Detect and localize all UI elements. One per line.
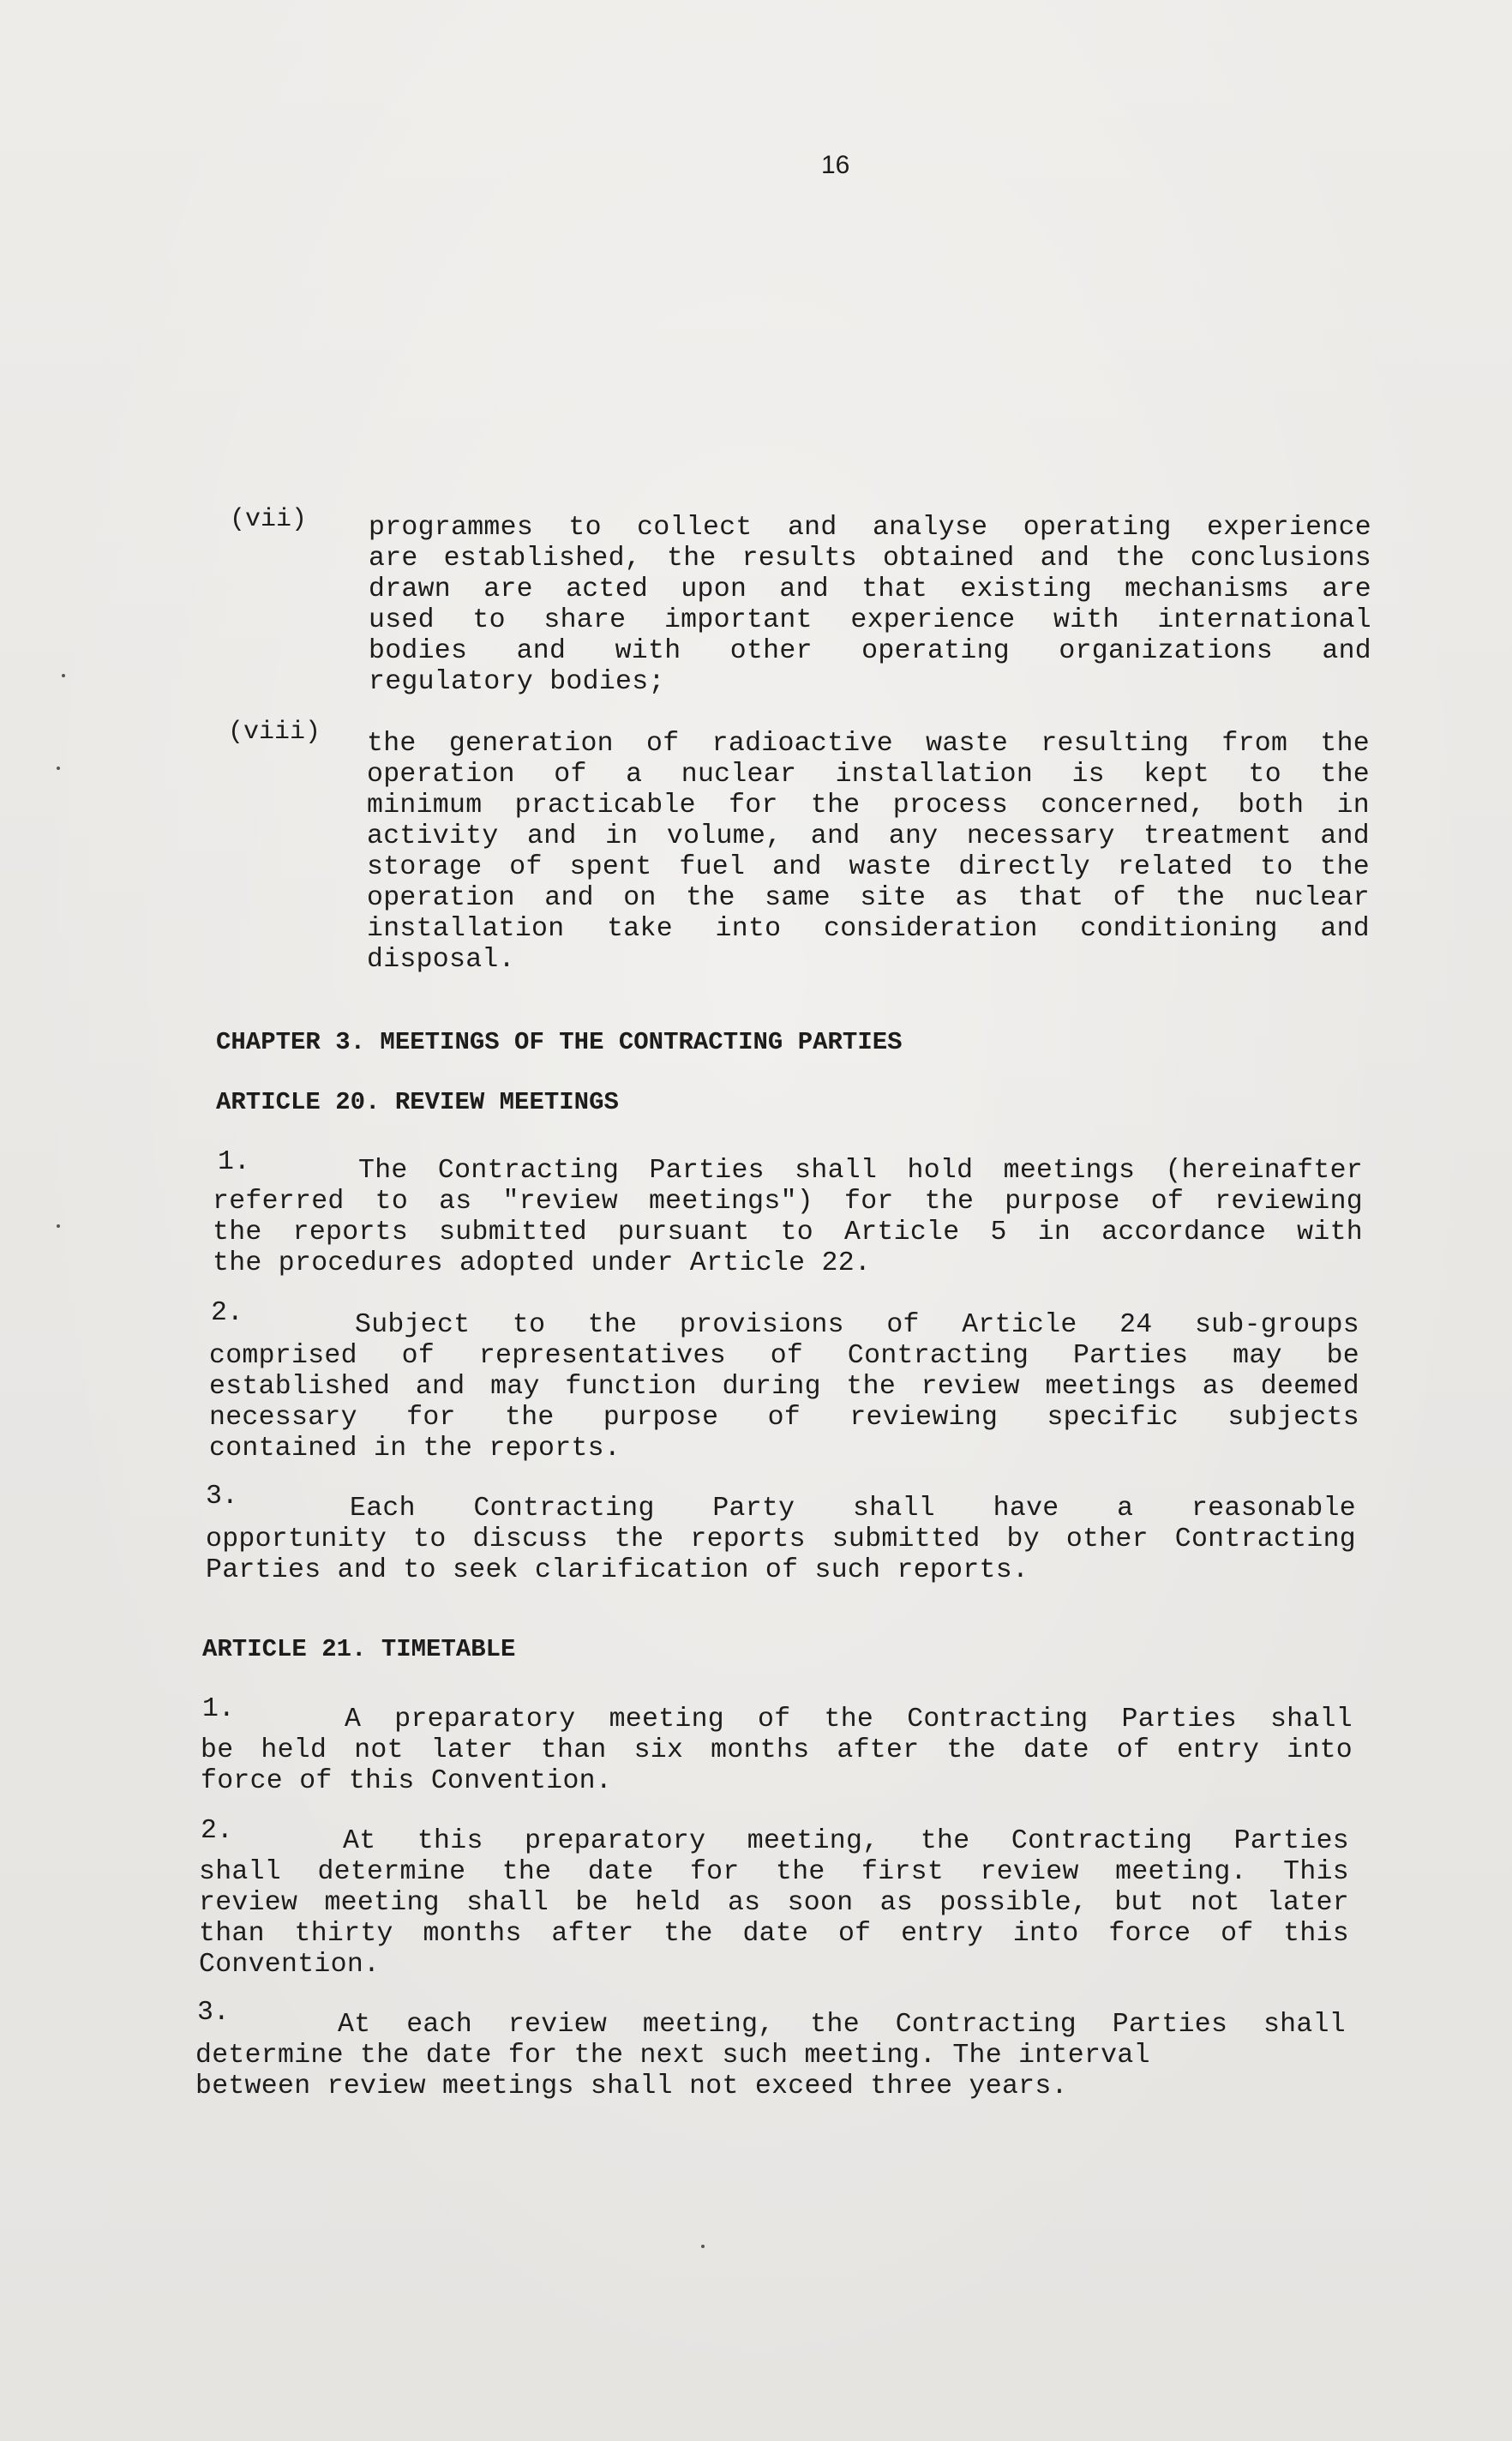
chapter-heading: CHAPTER 3. MEETINGS OF THE CONTRACTING PARTIES xyxy=(216,1028,903,1056)
item-viii-line-4: activity and in volume, and any necessary treatment and xyxy=(367,821,1370,851)
item-viii-line-5: storage of spent fuel and waste directly related to the xyxy=(367,852,1370,882)
article-20-para-2-line-4: necessary for the purpose of reviewing specific subjects xyxy=(209,1403,1359,1433)
article-21-para-3-line-1: At each review meeting, the Contracting Parties shall xyxy=(338,2010,1346,2040)
article-21-para-2-line-4: than thirty months after the date of entry into force of this xyxy=(199,1919,1349,1949)
article-21-para-3-number: 3. xyxy=(197,1998,230,2028)
article-21-para-1-number: 1. xyxy=(202,1694,235,1724)
article-21-para-2-number: 2. xyxy=(201,1816,233,1846)
scan-speck xyxy=(57,1224,60,1228)
page-number: 16 xyxy=(821,151,850,179)
article-20-heading: ARTICLE 20. REVIEW MEETINGS xyxy=(216,1088,619,1116)
item-viii-line-3: minimum practicable for the process concerned, both in xyxy=(367,791,1370,821)
item-vii-line-1: programmes to collect and analyse operating experience xyxy=(369,513,1371,543)
item-viii-line-2: operation of a nuclear installation is kept to the xyxy=(367,760,1370,790)
article-21-para-2-line-5: Convention. xyxy=(199,1950,381,1980)
article-20-para-1-line-2: referred to as "review meetings") for the purpose of reviewing xyxy=(213,1187,1363,1217)
item-viii-line-7: installation take into consideration conditioning and xyxy=(367,914,1370,944)
item-label-viii: (viii) xyxy=(228,718,321,747)
article-20-para-3-line-2: opportunity to discuss the reports submitted by other Contracting xyxy=(206,1524,1356,1554)
article-21-para-2-line-3: review meeting shall be held as soon as possible, but not later xyxy=(199,1888,1349,1918)
item-vii-line-3: drawn are acted upon and that existing mechanisms are xyxy=(369,574,1371,604)
article-20-para-2-line-1: Subject to the provisions of Article 24 sub-groups xyxy=(355,1310,1359,1340)
item-vii-line-5: bodies and with other operating organizations and xyxy=(369,636,1371,666)
article-20-para-1-line-4: the procedures adopted under Article 22. xyxy=(213,1248,872,1278)
item-label-vii: (vii) xyxy=(230,505,308,534)
article-21-para-2-line-2: shall determine the date for the first review meeting. This xyxy=(199,1857,1349,1887)
item-vii-line-2: are established, the results obtained and the conclusions xyxy=(369,544,1371,574)
scan-speck xyxy=(62,674,65,677)
article-20-para-2-line-3: established and may function during the review meetings as deemed xyxy=(209,1372,1359,1402)
article-20-para-2-line-5: contained in the reports. xyxy=(209,1434,621,1464)
article-21-para-1-line-2: be held not later than six months after the date of entry into xyxy=(201,1735,1353,1765)
scan-speck xyxy=(701,2245,705,2248)
article-20-para-1-line-1: The Contracting Parties shall hold meetings (hereinafter xyxy=(358,1156,1363,1186)
article-20-para-1-line-3: the reports submitted pursuant to Article 5 in accordance with xyxy=(213,1217,1363,1248)
article-20-para-3-number: 3. xyxy=(206,1482,238,1512)
item-vii-line-6: regulatory bodies; xyxy=(369,667,665,697)
article-21-para-2-line-1: At this preparatory meeting, the Contracting Parties xyxy=(343,1826,1349,1856)
article-21-para-3-line-2: determine the date for the next such meeting. The interval xyxy=(195,2041,1150,2071)
item-viii-line-1: the generation of radioactive waste resulting from the xyxy=(367,729,1370,759)
scan-speck xyxy=(57,767,60,770)
article-20-para-2-number: 2. xyxy=(211,1298,243,1328)
item-viii-line-6: operation and on the same site as that of the nuclear xyxy=(367,883,1370,913)
article-21-para-1-line-3: force of this Convention. xyxy=(201,1766,613,1796)
article-20-para-3-line-1: Each Contracting Party shall have a reasonable xyxy=(350,1494,1356,1524)
article-20-para-2-line-2: comprised of representatives of Contracting Parties may be xyxy=(209,1341,1359,1371)
article-21-para-3-line-3: between review meetings shall not exceed three years. xyxy=(195,2071,1068,2101)
item-vii-line-4: used to share important experience with international xyxy=(369,605,1371,635)
article-20-para-1-number: 1. xyxy=(218,1147,250,1177)
item-viii-line-8: disposal. xyxy=(367,945,515,975)
article-20-para-3-line-3: Parties and to seek clarification of such reports. xyxy=(206,1555,1029,1585)
article-21-heading: ARTICLE 21. TIMETABLE xyxy=(202,1635,516,1663)
article-21-para-1-line-1: A preparatory meeting of the Contracting Parties shall xyxy=(345,1704,1353,1735)
